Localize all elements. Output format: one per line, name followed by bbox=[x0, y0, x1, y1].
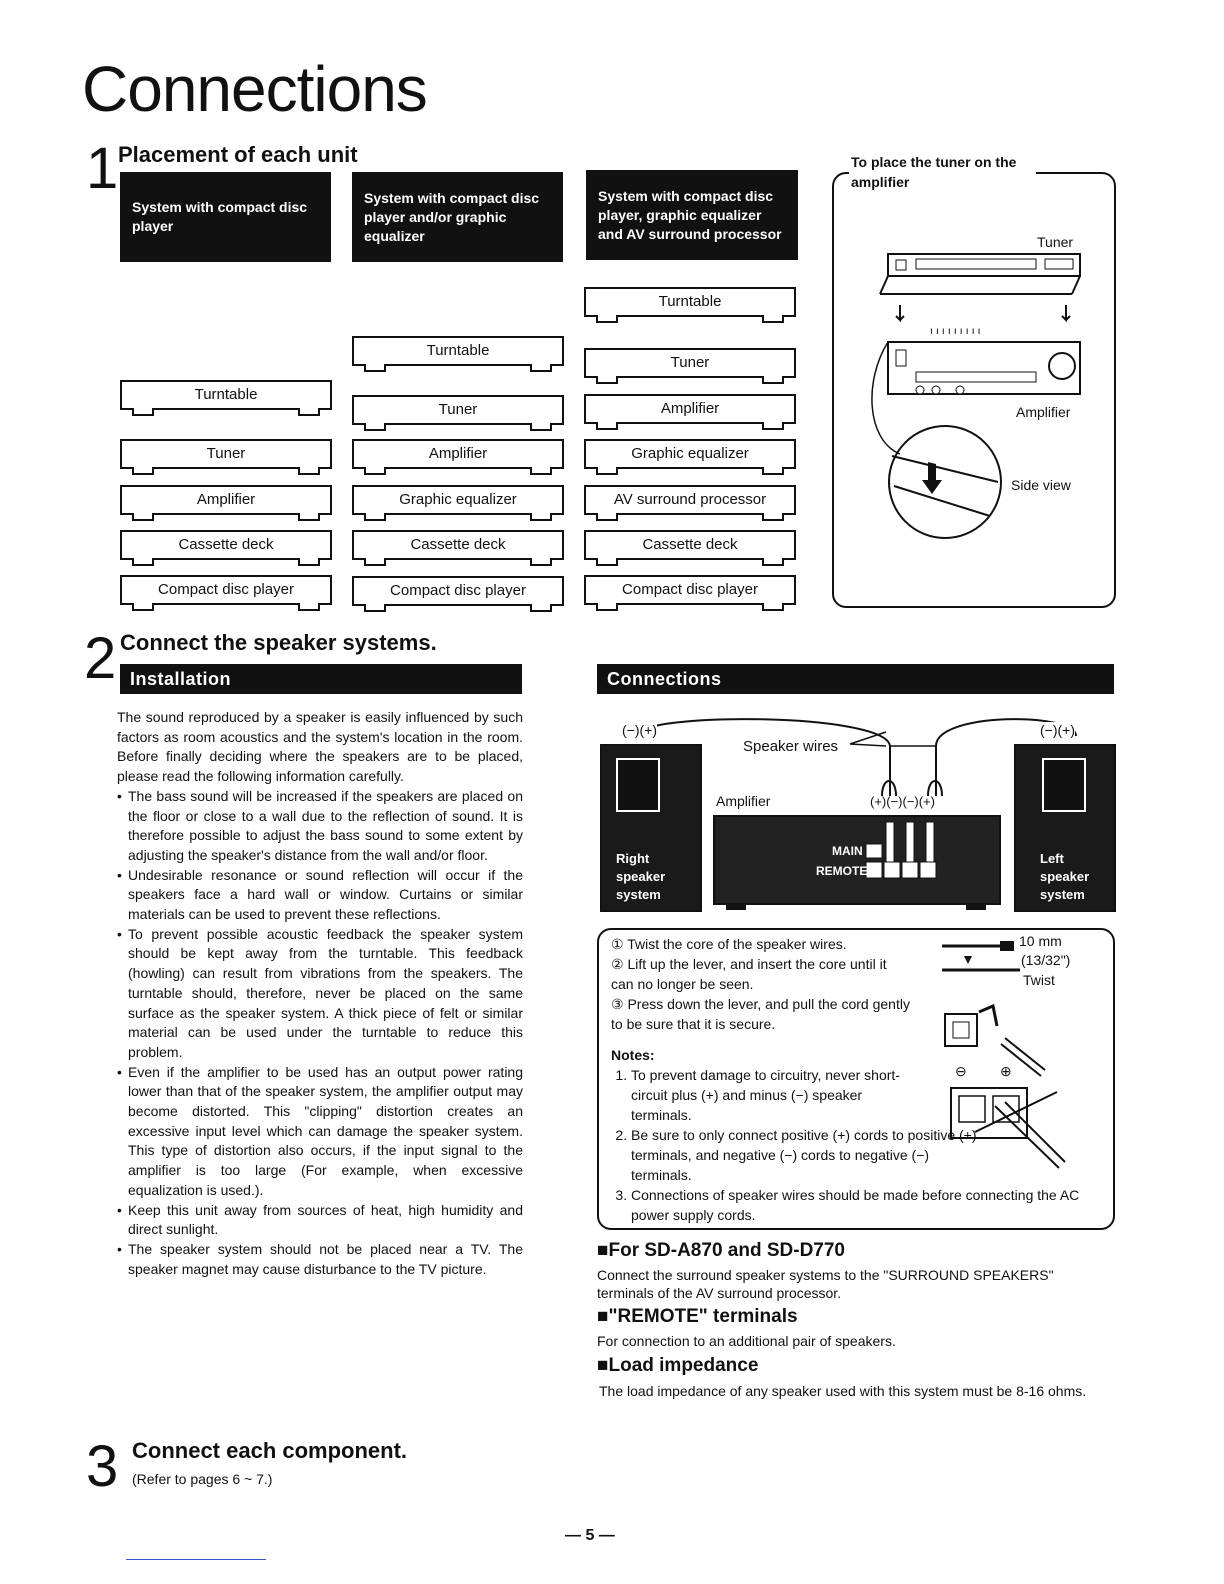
note-item: 1. To prevent damage to circuitry, never short-circuit plus (+) and minus (−) speaker terminals. bbox=[631, 1065, 1106, 1125]
installation-intro: The sound reproduced by a speaker is easily influenced by such factors as room acoustics and the system's location in the room. Before finally deciding where the speakers are to be placed, please read the following information carefully. bbox=[117, 709, 523, 785]
installation-bullets bbox=[117, 787, 523, 1280]
connection-notes bbox=[611, 1045, 1106, 1225]
step-3-number: 3 bbox=[86, 1434, 119, 1499]
amplifier-diagram-label: Amplifier bbox=[716, 793, 771, 809]
connection-steps bbox=[611, 934, 911, 1034]
step-2-number: 2 bbox=[84, 626, 117, 691]
unit-compact-disc-player: Compact disc player bbox=[584, 575, 796, 605]
unit-amplifier: Amplifier bbox=[120, 485, 332, 515]
left-speaker-label: Left speaker system bbox=[1040, 851, 1090, 902]
column-3-header-text: System with compact disc player, graphic equalizer and AV surround processor bbox=[598, 187, 782, 242]
tuner-box-title: To place the tuner on the amplifier bbox=[849, 152, 1036, 192]
installation-header: Installation bbox=[120, 664, 522, 694]
main-label: MAIN bbox=[832, 844, 863, 858]
plus-terminal-symbol: ⊕ bbox=[1000, 1063, 1012, 1079]
unit-tuner: Tuner bbox=[352, 395, 564, 425]
unit-av-surround-processor: AV surround processor bbox=[584, 485, 796, 515]
step-3-reference: (Refer to pages 6 ~ 7.) bbox=[132, 1471, 273, 1487]
connection-step: ① Twist the core of the speaker wires. bbox=[611, 936, 847, 952]
amp-polarity-label: (+)(−)(−)(+) bbox=[870, 794, 935, 809]
svg-text:ı ı ı ı ı ı ı ı ı: ı ı ı ı ı ı ı ı ı bbox=[930, 326, 981, 337]
installation-bullet: • To prevent possible acoustic feedback the speaker system should be kept away from the turntable. This feedback (howling) can result from vibrations from the speakers. The turntable should, therefore, never be placed on the same surface as the speaker system. A thick piece of felt or similar material can be used under the turntable to reduce this problem. bbox=[117, 925, 523, 1063]
unit-cassette-deck: Cassette deck bbox=[352, 530, 564, 560]
installation-bullet: • The bass sound will be increased if the speakers are placed on the floor or close to a wall due to the reflection of sound. It is therefore possible to adjust the bass sound to some extent by adjusting the speaker's distance from the wall and/or floor. bbox=[117, 787, 523, 866]
left-speaker-system bbox=[1014, 744, 1116, 912]
unit-graphic-equalizer: Graphic equalizer bbox=[584, 439, 796, 469]
connection-step: ② Lift up the lever, and insert the core until it can no longer be seen. bbox=[611, 956, 887, 992]
speaker-wires-label: Speaker wires bbox=[743, 738, 839, 755]
right-speaker-label: Right speaker system bbox=[616, 851, 666, 902]
installation-bullet: • Undesirable resonance or sound reflection will occur if the speakers face a hard wall or window. Curtains or similar materials can be used to prevent these reflections. bbox=[117, 866, 523, 925]
remote-terminals-text: For connection to an additional pair of speakers. bbox=[597, 1333, 896, 1349]
load-impedance-heading-text: Load impedance bbox=[608, 1355, 759, 1376]
unit-cassette-deck: Cassette deck bbox=[120, 530, 332, 560]
wire-length: 10 mm bbox=[1019, 933, 1062, 949]
note-item: 3. Connections of speaker wires should be made before connecting the AC power supply cords. bbox=[631, 1185, 1106, 1225]
step-1-heading: Placement of each unit bbox=[118, 142, 358, 167]
column-1-header bbox=[120, 172, 331, 262]
unit-compact-disc-player: Compact disc player bbox=[352, 576, 564, 606]
page-title: Connections bbox=[82, 53, 427, 125]
unit-tuner: Tuner bbox=[584, 348, 796, 378]
side-view-label: Side view bbox=[1011, 477, 1071, 493]
step-3-heading: Connect each component. bbox=[132, 1438, 408, 1463]
remote-label: REMOTE bbox=[816, 864, 868, 878]
wire-length-inches: (13/32") bbox=[1021, 952, 1071, 968]
tuner-label: Tuner bbox=[1037, 234, 1074, 250]
step-2-heading: Connect the speaker systems. bbox=[120, 630, 437, 655]
unit-cassette-deck: Cassette deck bbox=[584, 530, 796, 560]
page-number: — 5 — bbox=[565, 1527, 615, 1544]
left-speaker-terminal bbox=[1042, 758, 1086, 812]
notes-list bbox=[611, 1065, 1106, 1225]
installation-text bbox=[117, 708, 523, 1279]
unit-compact-disc-player: Compact disc player bbox=[120, 575, 332, 605]
wire-strip-illustration bbox=[920, 934, 1020, 974]
step-1-number: 1 bbox=[86, 136, 119, 201]
notes-title: Notes: bbox=[611, 1047, 655, 1063]
unit-turntable: Turntable bbox=[120, 380, 332, 410]
sd-models-text: Connect the surround speaker systems to the "SURROUND SPEAKERS" terminals of the AV surround processor. bbox=[597, 1267, 1054, 1301]
unit-graphic-equalizer: Graphic equalizer bbox=[352, 485, 564, 515]
tuner-on-amplifier-illustration bbox=[840, 250, 1090, 550]
sd-models-heading-text: For SD-A870 and SD-D770 bbox=[608, 1240, 845, 1261]
installation-bullet: • Even if the amplifier to be used has an output power rating lower than that of the speaker system, the amplifier output may become distorted. This "clipping" distortion creates an excessive input level which can damage the speaker system. This type of distortion also occurs, if the input signal to the amplifier is too large (For example, when excessive equalization is used.). bbox=[117, 1063, 523, 1201]
column-2-header bbox=[352, 172, 563, 262]
unit-amplifier: Amplifier bbox=[352, 439, 564, 469]
unit-amplifier: Amplifier bbox=[584, 394, 796, 424]
amplifier-label: Amplifier bbox=[1016, 404, 1071, 420]
polarity-right: (−)(+) bbox=[1040, 722, 1075, 738]
installation-bullet: • Keep this unit away from sources of heat, high humidity and direct sunlight. bbox=[117, 1201, 523, 1240]
connection-step: ③ Press down the lever, and pull the cord gently to be sure that it is secure. bbox=[611, 996, 910, 1032]
right-speaker-terminal bbox=[616, 758, 660, 812]
polarity-left: (−)(+) bbox=[622, 722, 657, 738]
right-speaker-system bbox=[600, 744, 702, 912]
load-impedance-text: The load impedance of any speaker used with this system must be 8-16 ohms. bbox=[599, 1383, 1087, 1399]
speaker-connection-diagram bbox=[596, 706, 1116, 912]
remote-terminals-heading: ■"REMOTE" terminals bbox=[597, 1306, 798, 1327]
unit-turntable: Turntable bbox=[584, 287, 796, 317]
note-item: 2. Be sure to only connect positive (+) cords to positive (+) terminals, and negative (−) cords to negative (−) terminals. bbox=[631, 1125, 1106, 1185]
sd-models-heading: ■For SD-A870 and SD-D770 bbox=[597, 1240, 845, 1261]
load-impedance-heading: ■Load impedance bbox=[597, 1355, 759, 1376]
unit-turntable: Turntable bbox=[352, 336, 564, 366]
connections-header: Connections bbox=[597, 664, 1114, 694]
twist-label: Twist bbox=[1023, 972, 1055, 988]
column-2-header-text: System with compact disc player and/or graphic equalizer bbox=[364, 189, 540, 244]
unit-tuner: Tuner bbox=[120, 439, 332, 469]
minus-terminal-symbol: ⊖ bbox=[955, 1063, 967, 1079]
installation-bullet: • The speaker system should not be placed near a TV. The speaker magnet may cause disturbance to the TV picture. bbox=[117, 1240, 523, 1279]
column-3-header bbox=[586, 170, 798, 260]
remote-terminals-heading-text: "REMOTE" terminals bbox=[608, 1306, 798, 1327]
footer-rule bbox=[126, 1559, 266, 1560]
column-1-header-text: System with compact disc player bbox=[132, 199, 308, 234]
